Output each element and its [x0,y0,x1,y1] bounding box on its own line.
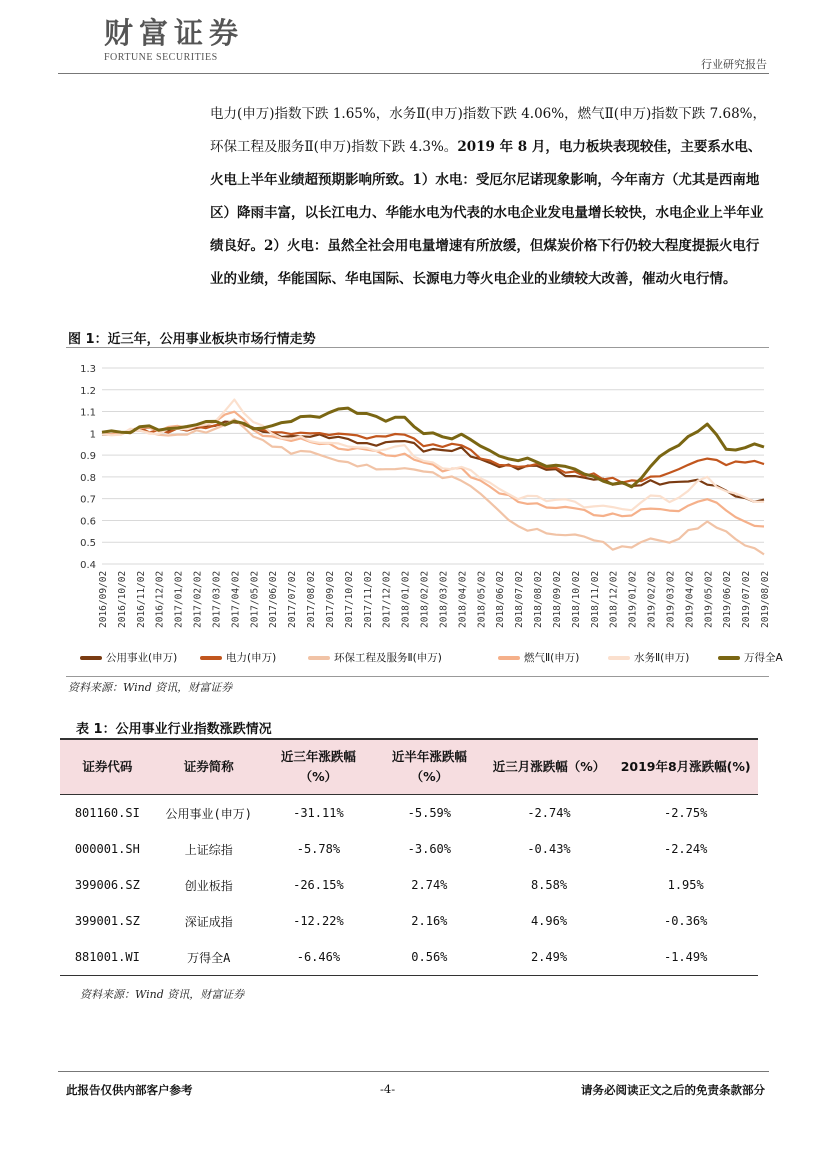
y-tick-label: 1.1 [80,407,96,419]
table-title: 表 1：公用事业行业指数涨跌情况 [76,722,272,737]
x-tick-label: 2016/10/02 [116,570,128,628]
cell-name: 公用事业(申万) [155,795,263,832]
legend-label: 公用事业(申万) [106,652,178,664]
legend-swatch [200,656,222,660]
cell-3m: -2.74% [485,795,614,832]
table-row [60,903,758,939]
cell-code: 399006.SZ [74,878,140,892]
y-tick-label: 1 [89,429,96,441]
body-paragraph [210,98,770,296]
x-tick-label: 2018/05/02 [476,570,488,628]
x-tick-label: 2018/01/02 [400,570,412,628]
x-tick-label: 2017/01/02 [173,570,185,628]
logo-english: FORTUNE SECURITIES [104,52,218,63]
figure-title: 图 1：近三年，公用事业板块市场行情走势 [68,332,316,347]
x-tick-label: 2018/02/02 [419,570,431,628]
cell-3m: 4.96% [530,914,568,928]
x-tick-label: 2018/09/02 [551,570,563,628]
cell-6m: 2.74% [411,878,448,892]
cell-aug: 1.95% [667,878,704,892]
x-tick-label: 2017/10/02 [343,570,355,628]
index-table [60,738,758,976]
x-tick-label: 2017/06/02 [268,570,280,628]
y-tick-label: 1.2 [80,385,96,397]
cell-6m: -3.60% [407,842,452,856]
x-tick-label: 2019/03/02 [665,570,677,628]
cell-3m: 2.49% [485,939,614,976]
legend-label: 电力(申万) [226,652,277,664]
x-tick-label: 2018/06/02 [495,570,507,628]
x-tick-label: 2017/03/02 [211,570,223,628]
logo-chinese: 财富证券 [104,16,245,50]
cell-3m: 8.58% [530,878,568,892]
legend-item [80,650,200,665]
cell-3m: -0.43% [527,842,571,856]
cell-aug: -1.49% [613,939,758,976]
report-type: 行业研究报告 [701,58,767,71]
cell-6m: -5.59% [374,795,485,832]
cell-name: 万得全A [155,939,263,976]
y-tick-label: 0.7 [80,494,96,506]
y-tick-label: 0.6 [80,516,96,528]
legend-item [200,650,308,665]
x-tick-label: 2018/04/02 [457,570,469,628]
x-tick-label: 2019/02/02 [646,570,658,628]
cell-code: 399001.SZ [74,914,140,928]
legend-label: 万得全A [744,652,783,664]
body-text-plain: 电力(申万)指数下跌 1.65%，水务Ⅱ(申万)指数下跌 4.06%，燃气Ⅱ(申万)指数下跌 7.68%，环保工程及服务Ⅱ(申万)指数下跌 4.3%。 [210,106,766,155]
x-tick-label: 2019/04/02 [684,570,696,628]
y-tick-label: 0.4 [80,560,96,571]
th-code: 证券代码 [60,739,155,795]
th-aug: 2019年8月涨跌幅(%) [613,739,758,795]
x-tick-label: 2018/07/02 [514,570,526,628]
x-tick-label: 2017/12/02 [381,570,393,628]
x-tick-label: 2017/09/02 [324,570,336,628]
y-tick-label: 0.8 [80,472,96,484]
cell-code: 000001.SH [74,842,140,856]
line-chart [66,348,769,648]
x-tick-label: 2019/06/02 [722,570,734,628]
legend-label: 环保工程及服务Ⅱ(申万) [334,652,442,664]
cell-code: 881001.WI [60,939,155,976]
cell-6m: 2.16% [411,914,448,928]
cell-name: 上证综指 [184,842,233,857]
table-row [60,867,758,903]
cell-3y: -31.11% [263,795,374,832]
y-tick-label: 0.9 [80,451,96,463]
cell-code: 801160.SI [60,795,155,832]
cell-3y: -12.22% [293,914,344,928]
th-6m: 近半年涨跌幅（%） [374,739,485,795]
y-tick-label: 0.5 [80,538,96,550]
x-tick-label: 2016/09/02 [98,570,109,628]
legend-label: 水务Ⅱ(申万) [634,652,690,664]
cell-6m: 0.56% [374,939,485,976]
legend-item [308,650,498,665]
x-tick-label: 2016/12/02 [154,570,166,628]
footer-divider [58,1071,769,1072]
cell-3y: -26.15% [293,878,344,892]
legend-label: 燃气Ⅱ(申万) [524,652,580,664]
footer-notice: 请务必阅读正文之后的免责条款部分 [581,1083,765,1097]
legend-swatch [80,656,102,660]
logo [104,16,244,63]
x-tick-label: 2017/02/02 [192,570,204,628]
x-tick-label: 2017/05/02 [249,570,261,628]
legend-item [718,650,818,665]
series-line [102,412,764,527]
page-number: -4- [380,1082,396,1096]
table-row [60,795,758,832]
cell-aug: -2.24% [663,842,708,856]
x-tick-label: 2018/12/02 [608,570,620,628]
x-tick-label: 2018/10/02 [570,570,582,628]
y-tick-label: 1.3 [80,364,96,375]
x-tick-label: 2018/11/02 [589,570,601,628]
x-tick-label: 2018/03/02 [438,570,450,628]
cell-aug: -2.75% [613,795,758,832]
cell-aug: -0.36% [663,914,708,928]
series-line [102,419,764,554]
x-tick-label: 2016/11/02 [135,570,147,628]
cell-3y: -5.78% [296,842,341,856]
table-row [60,939,758,976]
x-tick-label: 2017/11/02 [362,570,374,628]
cell-name: 深证成指 [184,914,233,929]
legend-swatch [718,656,740,660]
figure-frame [66,347,769,677]
legend-swatch [498,656,520,660]
x-tick-label: 2019/07/02 [741,570,753,628]
x-tick-label: 2017/07/02 [287,570,299,628]
legend-item [498,650,608,665]
th-3m: 近三月涨跌幅（%） [485,739,614,795]
x-tick-label: 2019/08/02 [760,570,771,628]
header-divider [58,73,769,74]
body-text-bold: 2019 年 8 月，电力板块表现较佳，主要系水电、火电上半年业绩超预期影响所致。1）水电：受厄尔尼诺现象影响，今年南方（尤其是西南地区）降雨丰富，以长江电力、华能水电为代表的水电企业发电量增长较快，水电企业上半年业绩良好。2）火电：虽然全社会用电量增速有所放缓，但煤炭价格下行仍较大程度提振火电行业的业绩，华能国际、华电国际、长源电力等火电企业的业绩较大改善，催动火电行情。 [210,139,764,287]
cell-3y: -6.46% [263,939,374,976]
th-name: 证券简称 [155,739,263,795]
cell-name: 创业板指 [184,878,233,893]
x-tick-label: 2018/08/02 [533,570,545,628]
table-source: 资料来源：Wind 资讯，财富证券 [80,988,245,1001]
x-tick-label: 2019/01/02 [627,570,639,628]
legend-item [608,650,718,665]
table-header-row [60,739,758,795]
legend-swatch [308,656,330,660]
legend-swatch [608,656,630,660]
chart-legend [80,650,818,665]
table-row [60,831,758,867]
figure-source: 资料来源：Wind 资讯，财富证券 [68,681,233,694]
th-3y: 近三年涨跌幅（%） [263,739,374,795]
x-tick-label: 2017/04/02 [230,570,242,628]
x-tick-label: 2019/05/02 [703,570,715,628]
x-tick-label: 2017/08/02 [306,570,318,628]
footer-disclaimer: 此报告仅供内部客户参考 [66,1083,193,1097]
